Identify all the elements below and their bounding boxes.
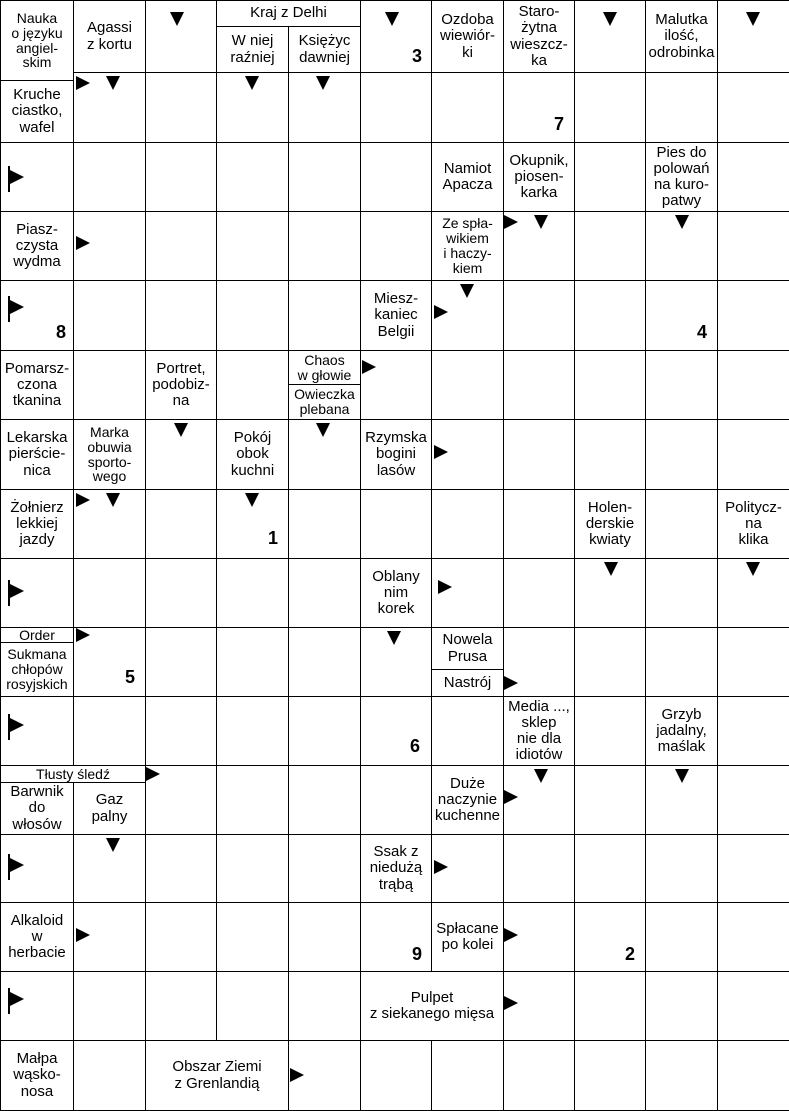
clue-box-ozdoba: Ozdoba wiewiór- ki bbox=[431, 0, 504, 73]
answer-cell[interactable] bbox=[145, 902, 217, 972]
answer-cell[interactable] bbox=[288, 489, 361, 559]
answer-cell[interactable] bbox=[574, 627, 646, 697]
clue-box-namiot: Namiot Apacza bbox=[431, 142, 504, 212]
arrow-right-icon bbox=[76, 928, 90, 942]
clue-box-malutka: Malutka ilość, odrobinka bbox=[645, 0, 718, 73]
arrow-right-icon bbox=[76, 236, 90, 250]
clue-box-grzyb: Grzyb jadalny, maślak bbox=[645, 696, 718, 766]
clue-box-kruche: Kruche ciastko, wafel bbox=[0, 80, 74, 143]
solution-number: 3 bbox=[412, 46, 423, 66]
answer-cell[interactable] bbox=[360, 72, 432, 143]
answer-cell[interactable] bbox=[73, 558, 146, 628]
arrow-down-icon bbox=[174, 423, 188, 437]
clue-box-portret: Portret, podobiz- na bbox=[145, 350, 217, 420]
arrow-right-icon bbox=[76, 628, 90, 642]
clue-box-nauka: Nauka o języku angiel- skim bbox=[0, 0, 74, 81]
arrow-down-icon bbox=[385, 12, 399, 26]
answer-cell[interactable] bbox=[431, 1040, 504, 1111]
answer-cell[interactable] bbox=[717, 350, 789, 420]
arrow-down-icon bbox=[316, 76, 330, 90]
arrow-right-icon bbox=[434, 445, 448, 459]
arrow-down-icon bbox=[316, 423, 330, 437]
answer-cell[interactable] bbox=[574, 834, 646, 903]
arrow-right-icon bbox=[504, 996, 518, 1010]
clue-box-gaz: Gaz palny bbox=[73, 782, 146, 835]
answer-cell[interactable] bbox=[216, 350, 289, 420]
answer-cell[interactable] bbox=[145, 834, 217, 903]
clue-box-sukmana: Sukmana chłopów rosyjskich bbox=[0, 642, 74, 697]
answer-cell[interactable] bbox=[717, 834, 789, 903]
clue-box-pomarszczona: Pomarsz- czona tkanina bbox=[0, 350, 74, 420]
answer-cell[interactable] bbox=[503, 1040, 575, 1111]
arrow-right-icon bbox=[146, 767, 160, 781]
answer-cell[interactable] bbox=[73, 280, 146, 351]
answer-cell[interactable] bbox=[216, 834, 289, 903]
answer-cell[interactable] bbox=[503, 489, 575, 559]
arrow-right-icon bbox=[504, 928, 518, 942]
answer-cell[interactable] bbox=[574, 696, 646, 766]
answer-cell[interactable] bbox=[216, 971, 289, 1041]
answer-cell[interactable] bbox=[288, 211, 361, 281]
answer-cell[interactable] bbox=[288, 971, 361, 1041]
answer-cell[interactable] bbox=[645, 72, 718, 143]
clue-box-chaos: Chaos w głowie bbox=[288, 350, 361, 385]
arrow-right-icon bbox=[76, 76, 90, 90]
solution-number: 2 bbox=[625, 944, 636, 964]
arrow-down-icon bbox=[387, 631, 401, 645]
answer-cell[interactable] bbox=[431, 696, 504, 766]
answer-cell[interactable] bbox=[574, 72, 646, 143]
clue-box-ssak: Ssak z niedużą trąbą bbox=[360, 834, 432, 903]
clue-box-media: Media ..., sklep nie dla idiotów bbox=[503, 696, 575, 766]
answer-cell[interactable] bbox=[73, 971, 146, 1041]
answer-cell[interactable] bbox=[360, 765, 432, 835]
answer-cell[interactable] bbox=[574, 0, 646, 73]
answer-cell[interactable] bbox=[503, 72, 575, 143]
arrow-right-icon bbox=[362, 360, 376, 374]
clue-box-splacane: Spłacane po kolei bbox=[431, 902, 504, 972]
clue-box-pokoj: Pokój obok kuchni bbox=[216, 419, 289, 490]
answer-cell[interactable] bbox=[288, 902, 361, 972]
answer-cell[interactable] bbox=[360, 696, 432, 766]
answer-cell[interactable] bbox=[360, 211, 432, 281]
solution-number: 5 bbox=[125, 667, 136, 687]
answer-cell[interactable] bbox=[645, 971, 718, 1041]
clue-box-okupnik: Okupnik, piosen- karka bbox=[503, 142, 575, 212]
answer-cell[interactable] bbox=[145, 211, 217, 281]
answer-cell[interactable] bbox=[645, 1040, 718, 1111]
answer-cell[interactable] bbox=[717, 971, 789, 1041]
answer-cell[interactable] bbox=[574, 419, 646, 490]
clue-box-mieszkaniec: Miesz- kaniec Belgii bbox=[360, 280, 432, 351]
answer-cell[interactable] bbox=[216, 142, 289, 212]
answer-cell[interactable] bbox=[145, 0, 217, 73]
answer-cell[interactable] bbox=[216, 696, 289, 766]
clue-box-duze: Duże naczynie kuchenne bbox=[431, 765, 504, 835]
answer-cell[interactable] bbox=[431, 489, 504, 559]
answer-cell[interactable] bbox=[645, 280, 718, 351]
answer-cell[interactable] bbox=[288, 696, 361, 766]
clue-box-malpa: Małpa wąsko- nosa bbox=[0, 1040, 74, 1111]
arrow-down-icon bbox=[746, 12, 760, 26]
answer-cell[interactable] bbox=[503, 558, 575, 628]
answer-cell[interactable] bbox=[216, 211, 289, 281]
arrow-down-icon bbox=[106, 838, 120, 852]
answer-cell[interactable] bbox=[717, 72, 789, 143]
clue-box-zolnierz: Żołnierz lekkiej jazdy bbox=[0, 489, 74, 559]
answer-cell[interactable] bbox=[574, 971, 646, 1041]
answer-cell[interactable] bbox=[216, 627, 289, 697]
answer-cell[interactable] bbox=[574, 280, 646, 351]
arrow-right-icon bbox=[504, 676, 518, 690]
solution-number: 4 bbox=[697, 322, 708, 342]
answer-cell[interactable] bbox=[145, 558, 217, 628]
answer-cell[interactable] bbox=[145, 280, 217, 351]
answer-cell[interactable] bbox=[717, 0, 789, 73]
answer-cell[interactable] bbox=[360, 1040, 432, 1111]
answer-cell[interactable] bbox=[145, 72, 217, 143]
clue-box-nastroj: Nastrój bbox=[431, 669, 504, 697]
answer-cell[interactable] bbox=[288, 558, 361, 628]
clue-box-pies: Pies do polowań na kuro- patwy bbox=[645, 142, 718, 212]
clue-box-tlusty: Tłusty śledź bbox=[0, 765, 146, 783]
answer-cell[interactable] bbox=[503, 350, 575, 420]
clue-box-holenderskie: Holen- derskie kwiaty bbox=[574, 489, 646, 559]
answer-cell[interactable] bbox=[288, 280, 361, 351]
arrow-down-icon bbox=[534, 769, 548, 783]
answer-cell[interactable] bbox=[574, 350, 646, 420]
clue-box-order: Order bbox=[0, 627, 74, 643]
arrow-down-icon bbox=[106, 493, 120, 507]
arrow-down-icon bbox=[170, 12, 184, 26]
answer-cell[interactable] bbox=[645, 558, 718, 628]
answer-cell[interactable] bbox=[0, 971, 74, 1041]
answer-cell[interactable] bbox=[216, 558, 289, 628]
solution-number: 9 bbox=[412, 944, 423, 964]
arrow-down-icon bbox=[534, 215, 548, 229]
arrow-right-icon bbox=[434, 305, 448, 319]
solution-number: 6 bbox=[410, 736, 421, 756]
clue-box-polityczna: Politycz- na klika bbox=[717, 489, 789, 559]
answer-cell[interactable] bbox=[574, 765, 646, 835]
answer-cell[interactable] bbox=[145, 971, 217, 1041]
answer-cell[interactable] bbox=[717, 627, 789, 697]
arrow-right-icon bbox=[290, 1068, 304, 1082]
answer-cell[interactable] bbox=[503, 834, 575, 903]
answer-cell[interactable] bbox=[574, 211, 646, 281]
answer-cell[interactable] bbox=[717, 765, 789, 835]
answer-cell[interactable] bbox=[717, 211, 789, 281]
arrow-right-icon bbox=[438, 580, 452, 594]
answer-cell[interactable] bbox=[216, 280, 289, 351]
answer-cell[interactable] bbox=[288, 627, 361, 697]
answer-cell[interactable] bbox=[145, 627, 217, 697]
arrow-down-icon bbox=[604, 562, 618, 576]
answer-cell[interactable] bbox=[645, 350, 718, 420]
answer-cell[interactable] bbox=[645, 902, 718, 972]
arrow-down-icon bbox=[603, 12, 617, 26]
clue-box-staro: Staro- żytna wieszcz- ka bbox=[503, 0, 575, 73]
clue-box-ze-splawikiem: Ze spła- wikiem i haczy- kiem bbox=[431, 211, 504, 281]
clue-box-pulpet: Pulpet z siekanego mięsa bbox=[360, 971, 504, 1041]
answer-cell[interactable] bbox=[73, 350, 146, 420]
arrow-down-icon bbox=[106, 76, 120, 90]
arrow-down-icon bbox=[460, 284, 474, 298]
arrow-down-icon bbox=[675, 215, 689, 229]
answer-cell[interactable] bbox=[431, 350, 504, 420]
answer-cell[interactable] bbox=[503, 419, 575, 490]
solution-number: 8 bbox=[56, 322, 67, 342]
clue-box-rzymska: Rzymska bogini lasów bbox=[360, 419, 432, 490]
answer-cell[interactable] bbox=[216, 902, 289, 972]
clue-box-marka: Marka obuwia sporto- wego bbox=[73, 419, 146, 490]
answer-cell[interactable] bbox=[288, 834, 361, 903]
arrow-down-icon bbox=[675, 769, 689, 783]
arrow-down-icon bbox=[746, 562, 760, 576]
answer-cell[interactable] bbox=[717, 142, 789, 212]
arrow-right-icon bbox=[504, 790, 518, 804]
answer-cell[interactable] bbox=[645, 627, 718, 697]
answer-cell[interactable] bbox=[645, 834, 718, 903]
arrow-down-icon bbox=[245, 493, 259, 507]
clue-box-barwnik: Barwnik do włosów bbox=[0, 782, 74, 835]
arrow-right-icon bbox=[504, 215, 518, 229]
answer-cell[interactable] bbox=[288, 765, 361, 835]
clue-box-obszar: Obszar Ziemi z Grenlandią bbox=[145, 1040, 289, 1111]
arrow-right-icon bbox=[434, 860, 448, 874]
answer-cell[interactable] bbox=[216, 765, 289, 835]
clue-box-piaszczysta: Piasz- czysta wydma bbox=[0, 211, 74, 281]
answer-cell[interactable] bbox=[574, 1040, 646, 1111]
clue-box-nowela: Nowela Prusa bbox=[431, 627, 504, 670]
clue-box-lekarska: Lekarska pierście- nica bbox=[0, 419, 74, 490]
clue-box-owieczka: Owieczka plebana bbox=[288, 384, 361, 420]
clue-box-agassi: Agassi z kortu bbox=[73, 0, 146, 73]
clue-box-kraj: Kraj z Delhi bbox=[216, 0, 361, 27]
clue-box-w-niej: W niej raźniej bbox=[216, 26, 289, 73]
arrow-right-icon bbox=[76, 493, 90, 507]
answer-cell[interactable] bbox=[360, 489, 432, 559]
answer-cell[interactable] bbox=[145, 142, 217, 212]
answer-cell[interactable] bbox=[645, 419, 718, 490]
answer-cell[interactable] bbox=[431, 72, 504, 143]
clue-box-ksiezyc: Księżyc dawniej bbox=[288, 26, 361, 73]
answer-cell[interactable] bbox=[360, 142, 432, 212]
answer-cell[interactable] bbox=[73, 696, 146, 766]
answer-cell[interactable] bbox=[717, 419, 789, 490]
solution-number: 7 bbox=[554, 114, 565, 134]
answer-cell[interactable] bbox=[717, 280, 789, 351]
clue-box-alkaloid: Alkaloid w herbacie bbox=[0, 902, 74, 972]
answer-cell[interactable] bbox=[717, 696, 789, 766]
answer-cell[interactable] bbox=[717, 902, 789, 972]
answer-cell[interactable] bbox=[503, 280, 575, 351]
answer-cell[interactable] bbox=[73, 1040, 146, 1111]
answer-cell[interactable] bbox=[73, 142, 146, 212]
clue-box-oblany: Oblany nim korek bbox=[360, 558, 432, 628]
answer-cell[interactable] bbox=[288, 142, 361, 212]
answer-cell[interactable] bbox=[574, 902, 646, 972]
answer-cell[interactable] bbox=[145, 696, 217, 766]
solution-number: 1 bbox=[268, 528, 279, 548]
answer-cell[interactable] bbox=[145, 489, 217, 559]
answer-cell[interactable] bbox=[574, 142, 646, 212]
answer-cell[interactable] bbox=[717, 1040, 789, 1111]
arrow-down-icon bbox=[245, 76, 259, 90]
answer-cell[interactable] bbox=[645, 489, 718, 559]
